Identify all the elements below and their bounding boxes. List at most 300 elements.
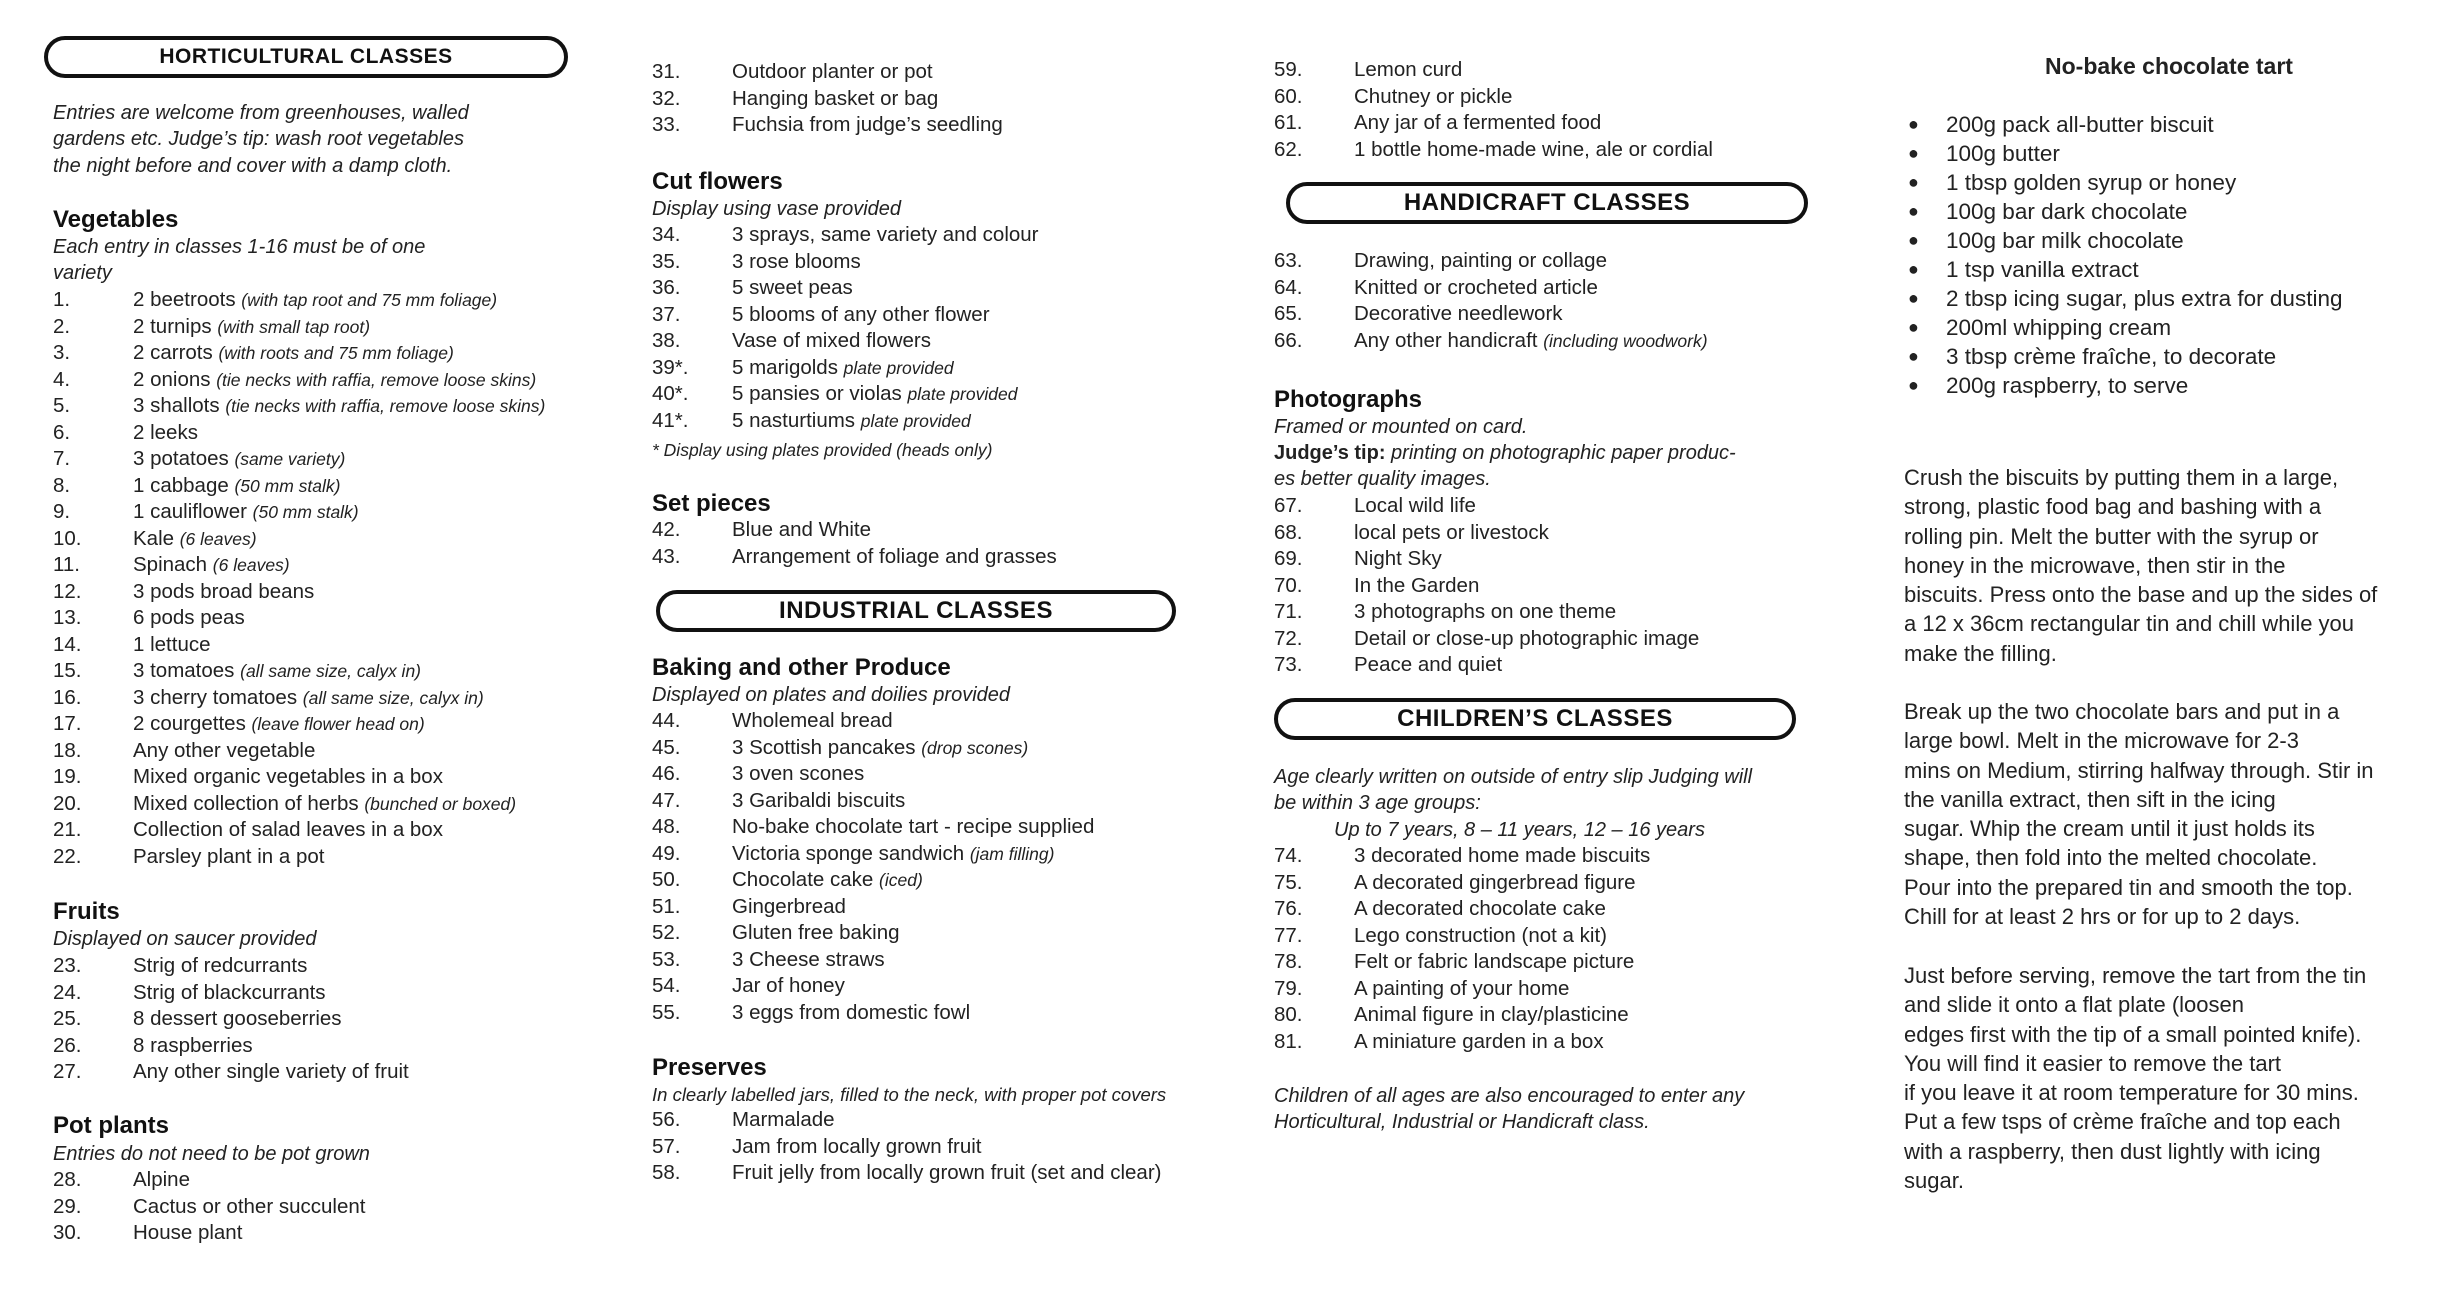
item-number: 15.	[53, 659, 82, 682]
item-text-row	[133, 844, 324, 871]
children-footer	[1274, 1083, 1744, 1136]
item-text: Parsley plant in a pot	[133, 844, 325, 868]
method-line: Just before serving, remove the tart from the tin	[1904, 963, 2367, 988]
ingredient-text: 2 tbsp icing sugar, plus extra for dusting	[1946, 286, 2343, 311]
item-text-row	[133, 1033, 253, 1060]
item-note: plate provided	[843, 357, 954, 378]
item-note: (including woodwork)	[1543, 330, 1708, 351]
item-number: 78.	[1274, 950, 1303, 973]
item-text: 1 cabbage	[133, 473, 229, 497]
item-text-row	[133, 1059, 409, 1086]
vegetables-intro	[53, 234, 425, 287]
item-text-row	[732, 275, 853, 302]
item-text: 3 Garibaldi biscuits	[732, 788, 906, 812]
item-number: 12.	[53, 579, 82, 603]
item-text: Gingerbread	[732, 894, 846, 918]
intro-line: Each entry in classes 1-16 must be of one	[53, 236, 426, 258]
item-text-row	[732, 920, 900, 947]
item-text: 3 eggs from domestic fowl	[732, 1000, 971, 1024]
method-line: sugar.	[1904, 1168, 1964, 1194]
item-text-row	[1354, 949, 1634, 976]
item-text: Victoria sponge sandwich	[732, 841, 965, 865]
item-text-row	[1354, 328, 1708, 355]
ingredient-text: 100g butter	[1946, 141, 2060, 166]
item-text-row	[732, 517, 871, 544]
item-number: 3.	[53, 341, 71, 364]
cut-flowers-intro: Display using vase provided	[652, 198, 902, 220]
item-text: Hanging basket or bag	[732, 86, 939, 110]
item-number: 4.	[53, 367, 71, 391]
item-note: (drop scones)	[921, 737, 1029, 758]
item-text-row	[133, 711, 425, 738]
item-number: 64.	[1274, 275, 1303, 299]
item-text: Any jar of a fermented food	[1354, 111, 1602, 134]
item-text-row	[133, 420, 198, 447]
item-number: 71.	[1274, 600, 1303, 623]
item-text-row	[133, 526, 257, 553]
item-number: 53.	[652, 947, 681, 971]
item-text: Kale	[133, 526, 175, 550]
item-text: Jam from locally grown fruit	[732, 1134, 982, 1158]
item-number: 76.	[1274, 897, 1303, 920]
item-text: 3 Scottish pancakes	[732, 735, 916, 759]
item-text: A miniature garden in a box	[1354, 1029, 1604, 1053]
item-text: Animal figure in clay/plasticine	[1354, 1003, 1629, 1026]
pot-plants-intro: Entries do not need to be pot grown	[53, 1143, 370, 1165]
item-text: 5 nasturtiums	[732, 408, 856, 432]
method-line: large bowl. Melt in the microwave for 2-3	[1904, 728, 2299, 754]
footer-line: Horticultural, Industrial or Handicraft class.	[1274, 1111, 1650, 1134]
tip-label: Judge’s tip:	[1274, 442, 1386, 464]
item-text: Local wild life	[1354, 494, 1476, 517]
bullet-icon: ●	[1908, 230, 1919, 250]
preserves-heading: Preserves	[652, 1054, 767, 1081]
item-text: Blue and White	[732, 518, 872, 541]
item-number: 21.	[53, 818, 82, 841]
item-number: 77.	[1274, 923, 1303, 947]
item-text-row	[732, 544, 1057, 571]
ingredient-text: 100g bar milk chocolate	[1946, 228, 2184, 253]
method-line: Chill for at least 2 hrs or for up to 2 days.	[1904, 904, 2301, 930]
item-text: A decorated chocolate cake	[1354, 897, 1606, 920]
ingredient-text: 200ml whipping cream	[1946, 315, 2172, 340]
method-line: and slide it onto a flat plate (loosen	[1904, 992, 2245, 1018]
item-number: 59.	[1274, 58, 1303, 81]
item-number: 47.	[652, 788, 681, 812]
item-text: 2 carrots	[133, 341, 213, 364]
item-number: 28.	[53, 1168, 82, 1191]
item-number: 52.	[652, 921, 681, 944]
item-text: Jar of honey	[732, 974, 845, 997]
cut-flowers-heading: Cut flowers	[652, 168, 783, 195]
item-number: 68.	[1274, 520, 1303, 544]
item-text: Any other handicraft	[1354, 328, 1538, 352]
item-text-row	[133, 367, 536, 394]
item-number: 35.	[652, 249, 681, 273]
item-text-row	[133, 605, 245, 632]
item-text: Gluten free baking	[732, 921, 900, 944]
method-line: honey in the microwave, then stir in the	[1904, 552, 2286, 578]
item-text: 5 sweet peas	[732, 276, 853, 299]
item-number: 46.	[652, 762, 681, 785]
item-text-row	[1354, 110, 1601, 137]
item-text: 3 tomatoes	[133, 659, 235, 682]
item-text: 1 lettuce	[133, 632, 211, 656]
photographs-intro: Framed or mounted on card.	[1274, 416, 1528, 438]
item-text-row	[1354, 84, 1512, 111]
item-text-row	[732, 249, 861, 276]
method-step-3	[1904, 961, 2434, 1195]
method-line: You will find it easier to remove the tart	[1904, 1050, 2282, 1076]
item-text: 2 turnips	[133, 314, 212, 338]
fruits-heading: Fruits	[53, 898, 120, 925]
method-line: shape, then fold into the melted chocolate.	[1904, 845, 2318, 871]
item-number: 54.	[652, 974, 681, 997]
item-text-row	[133, 340, 454, 367]
item-text: Chutney or pickle	[1354, 84, 1513, 108]
item-number: 23.	[53, 954, 82, 977]
item-text-row	[1354, 896, 1606, 923]
item-note: (50 mm stalk)	[252, 502, 359, 522]
item-text-row	[1354, 520, 1549, 547]
photographs-heading: Photographs	[1274, 386, 1422, 413]
item-text: 3 cherry tomatoes	[133, 685, 298, 709]
item-number: 14.	[53, 632, 82, 656]
item-number: 72.	[1274, 626, 1303, 650]
item-number: 25.	[53, 1007, 82, 1030]
item-text-row	[732, 814, 1094, 841]
item-text: Cactus or other succulent	[133, 1194, 366, 1218]
item-text: Fruit jelly from locally grown fruit (set and clear)	[732, 1161, 1162, 1184]
ingredient-item	[1908, 313, 2342, 342]
item-text-row	[732, 894, 846, 921]
bullet-icon: ●	[1908, 143, 1919, 163]
item-number: 43.	[652, 544, 681, 568]
item-text: Strig of blackcurrants	[133, 980, 326, 1004]
item-number: 37.	[652, 302, 681, 326]
item-text-row	[133, 552, 290, 579]
item-number: 62.	[1274, 137, 1303, 161]
method-line: a 12 x 36cm rectangular tin and chill while you	[1904, 611, 2355, 637]
item-text: 2 leeks	[133, 420, 198, 444]
item-text: No-bake chocolate tart - recipe supplied	[732, 815, 1095, 838]
item-text-row	[732, 841, 1054, 868]
method-line: mins on Medium, stirring halfway through. Stir in	[1904, 757, 2374, 783]
bullet-icon: ●	[1908, 201, 1919, 221]
ingredient-text: 1 tbsp golden syrup or honey	[1946, 170, 2237, 195]
item-number: 22.	[53, 844, 82, 868]
method-line: Put a few tsps of crème fraîche and top each	[1904, 1109, 2341, 1135]
item-number: 49.	[652, 841, 681, 865]
method-line: Crush the biscuits by putting them in a large,	[1904, 465, 2339, 490]
item-text-row	[1354, 923, 1607, 950]
item-text-row	[732, 973, 845, 1000]
item-text-row	[133, 817, 443, 844]
item-number: 41*.	[652, 408, 689, 432]
photographs-tip	[1274, 440, 1736, 493]
item-text: Felt or fabric landscape picture	[1354, 950, 1635, 973]
item-text-row	[732, 59, 933, 86]
item-text: 1 bottle home-made wine, ale or cordial	[1354, 137, 1713, 161]
intro-line: be within 3 age groups:	[1274, 792, 1481, 815]
item-text-row	[1354, 870, 1636, 897]
intro-line: Age clearly written on outside of entry slip Judging will	[1274, 766, 1753, 788]
item-number: 31.	[652, 60, 681, 83]
item-number: 39*.	[652, 355, 689, 379]
intro-line: the night before and cover with a damp cloth.	[53, 154, 453, 177]
item-text: Spinach	[133, 553, 208, 576]
item-text: Chocolate cake	[732, 868, 874, 891]
item-text: Knitted or crocheted article	[1354, 275, 1598, 299]
item-text: 5 pansies or violas	[732, 382, 902, 405]
item-text-row	[133, 579, 314, 606]
handicraft-classes-banner: HANDICRAFT CLASSES	[1286, 182, 1808, 224]
item-number: 34.	[652, 223, 681, 246]
item-number: 38.	[652, 329, 681, 352]
item-number: 48.	[652, 815, 681, 838]
item-text: In the Garden	[1354, 573, 1480, 597]
method-line: strong, plastic food bag and bashing with a	[1904, 494, 2322, 520]
item-text: Lego construction (not a kit)	[1354, 923, 1607, 947]
item-text-row	[732, 1107, 835, 1134]
item-text: 3 oven scones	[732, 762, 865, 785]
item-text-row	[732, 708, 893, 735]
item-text-row	[133, 764, 443, 791]
ingredient-text: 200g raspberry, to serve	[1946, 373, 2189, 398]
item-note: (with small tap root)	[217, 316, 371, 337]
item-text: 6 pods peas	[133, 606, 245, 629]
item-text-row	[133, 287, 497, 314]
item-number: 19.	[53, 765, 82, 788]
item-number: 45.	[652, 735, 681, 759]
vegetables-heading: Vegetables	[53, 206, 179, 233]
item-text: Drawing, painting or collage	[1354, 249, 1607, 272]
item-number: 81.	[1274, 1029, 1303, 1053]
item-text: Fuchsia from judge’s seedling	[732, 113, 1003, 136]
item-number: 79.	[1274, 976, 1303, 1000]
ingredient-item	[1908, 226, 2342, 255]
item-text-row	[732, 735, 1028, 762]
item-note: (with tap root and 75 mm foliage)	[241, 290, 498, 310]
ingredient-item	[1908, 255, 2342, 284]
item-text: 3 pods broad beans	[133, 579, 315, 603]
item-number: 80.	[1274, 1003, 1303, 1026]
item-text-row	[732, 302, 990, 329]
item-number: 24.	[53, 980, 82, 1004]
tip-text: printing on photographic paper produc-	[1385, 442, 1736, 464]
item-text-row	[1354, 652, 1502, 679]
item-text-row	[133, 738, 315, 765]
item-note: plate provided	[860, 410, 971, 431]
item-text-row	[732, 222, 1039, 249]
item-number: 8.	[53, 473, 71, 497]
item-text-row	[732, 761, 864, 788]
intro-line: gardens etc. Judge’s tip: wash root vegetables	[53, 128, 464, 151]
item-text: Alpine	[133, 1168, 190, 1191]
item-note: (with roots and 75 mm foliage)	[218, 343, 454, 363]
item-note: (bunched or boxed)	[364, 793, 517, 814]
preserves-intro: In clearly labelled jars, filled to the neck, with proper pot covers	[652, 1084, 1167, 1105]
baking-heading: Baking and other Produce	[652, 654, 951, 681]
item-note: (6 leaves)	[179, 528, 257, 549]
item-text: 2 beetroots	[133, 288, 236, 311]
ingredient-item	[1908, 197, 2342, 226]
item-number: 18.	[53, 738, 82, 762]
method-line: edges first with the tip of a small pointed knife).	[1904, 1021, 2362, 1047]
item-number: 1.	[53, 288, 71, 311]
item-text-row	[1354, 976, 1569, 1003]
item-text-row	[732, 408, 971, 435]
horticultural-intro	[53, 100, 469, 179]
item-text: Vase of mixed flowers	[732, 329, 932, 352]
item-text-row	[1354, 1029, 1604, 1056]
bullet-icon: ●	[1908, 114, 1919, 134]
item-text-row	[133, 1167, 190, 1194]
item-text-row	[133, 314, 370, 341]
item-note: (50 mm stalk)	[234, 475, 341, 496]
item-text: A decorated gingerbread figure	[1354, 870, 1636, 894]
item-text-row	[133, 980, 326, 1007]
item-text-row	[133, 1220, 242, 1247]
item-text: Collection of salad leaves in a box	[133, 818, 443, 841]
item-text: House plant	[133, 1221, 243, 1244]
item-number: 63.	[1274, 249, 1303, 272]
item-number: 10.	[53, 526, 82, 550]
ingredient-item	[1908, 168, 2342, 197]
ingredient-item	[1908, 371, 2342, 400]
item-number: 20.	[53, 791, 82, 815]
item-text-row	[732, 947, 885, 974]
item-number: 50.	[652, 868, 681, 891]
item-text: Detail or close-up photographic image	[1354, 626, 1700, 650]
item-number: 16.	[53, 685, 82, 709]
children-age-groups: Up to 7 years, 8 – 11 years, 12 – 16 years	[1334, 819, 1705, 841]
item-text: Marmalade	[732, 1108, 835, 1131]
item-text-row	[1354, 493, 1476, 520]
item-number: 29.	[53, 1194, 82, 1218]
intro-line: Entries are welcome from greenhouses, walled	[53, 102, 469, 124]
item-text: 2 courgettes	[133, 712, 246, 735]
item-note: (tie necks with raffia, remove loose skins)	[225, 396, 546, 416]
item-text-row	[133, 499, 359, 526]
item-note: (all same size, calyx in)	[302, 687, 484, 708]
item-text: Any other single variety of fruit	[133, 1060, 409, 1083]
item-text-row	[732, 867, 923, 894]
item-text: Wholemeal bread	[732, 709, 893, 732]
childrens-classes-banner: CHILDREN’S CLASSES	[1274, 698, 1796, 740]
ingredient-text: 200g pack all-butter biscuit	[1946, 112, 2214, 137]
item-text: 3 potatoes	[133, 447, 229, 470]
item-text: 5 marigolds	[732, 355, 838, 379]
item-text-row	[1354, 843, 1650, 870]
set-pieces-heading: Set pieces	[652, 490, 771, 517]
item-number: 65.	[1274, 302, 1303, 325]
fruits-intro: Displayed on saucer provided	[53, 928, 317, 950]
item-text-row	[732, 1000, 970, 1027]
bullet-icon: ●	[1908, 317, 1919, 337]
pot-plants-heading: Pot plants	[53, 1112, 170, 1139]
ingredient-item	[1908, 342, 2342, 371]
method-line: biscuits. Press onto the base and up the sides of	[1904, 582, 2378, 608]
ingredient-text: 100g bar dark chocolate	[1946, 199, 2188, 224]
method-line: sugar. Whip the cream until it just holds its	[1904, 816, 2315, 842]
item-number: 40*.	[652, 382, 689, 405]
item-text-row	[732, 1134, 981, 1161]
item-number: 27.	[53, 1060, 82, 1083]
item-text: 3 photographs on one theme	[1354, 600, 1617, 623]
baking-intro: Displayed on plates and doilies provided	[652, 684, 1011, 706]
item-text: Arrangement of foliage and grasses	[732, 544, 1057, 568]
item-text-row	[133, 1006, 342, 1033]
item-note: (jam filling)	[969, 843, 1055, 864]
item-number: 6.	[53, 420, 71, 444]
item-text-row	[1354, 248, 1607, 275]
item-note: (6 leaves)	[212, 555, 290, 575]
item-text-row	[133, 446, 345, 473]
item-number: 60.	[1274, 84, 1303, 108]
item-text: Night Sky	[1354, 547, 1442, 570]
industrial-classes-banner: INDUSTRIAL CLASSES	[656, 590, 1176, 632]
item-note: (all same size, calyx in)	[240, 661, 422, 681]
item-number: 32.	[652, 86, 681, 110]
item-text-row	[732, 1160, 1162, 1187]
item-number: 69.	[1274, 547, 1303, 570]
item-number: 7.	[53, 447, 71, 470]
item-number: 70.	[1274, 573, 1303, 597]
item-text: 3 shallots	[133, 394, 220, 417]
item-text-row	[1354, 301, 1563, 328]
item-text-row	[1354, 1002, 1629, 1029]
item-note: plate provided	[907, 384, 1018, 404]
item-text: Mixed organic vegetables in a box	[133, 765, 443, 788]
ingredient-text: 1 tsp vanilla extract	[1946, 257, 2139, 282]
item-text: local pets or livestock	[1354, 520, 1549, 544]
recipe-title: No-bake chocolate tart	[2045, 53, 2293, 79]
method-step-2	[1904, 697, 2434, 931]
item-text-row	[133, 953, 307, 980]
intro-line: variety	[53, 262, 112, 285]
item-number: 2.	[53, 314, 71, 338]
item-number: 5.	[53, 394, 71, 417]
item-text-row	[732, 328, 931, 355]
item-number: 73.	[1274, 653, 1303, 676]
item-number: 42.	[652, 518, 681, 541]
item-text-row	[1354, 573, 1479, 600]
item-text-row	[1354, 546, 1442, 573]
bullet-icon: ●	[1908, 288, 1919, 308]
item-number: 56.	[652, 1108, 681, 1131]
item-text-row	[1354, 57, 1462, 84]
item-number: 36.	[652, 276, 681, 299]
item-text-row	[133, 393, 545, 420]
method-line: Break up the two chocolate bars and put in a	[1904, 699, 2340, 724]
item-number: 61.	[1274, 111, 1303, 134]
horticultural-classes-banner: HORTICULTURAL CLASSES	[44, 36, 568, 78]
item-number: 30.	[53, 1221, 82, 1244]
item-text: Lemon curd	[1354, 58, 1463, 81]
item-text: 3 Cheese straws	[732, 947, 885, 971]
item-note: (iced)	[879, 870, 923, 890]
item-number: 44.	[652, 709, 681, 732]
item-note: (tie necks with raffia, remove loose skins)	[216, 369, 537, 390]
item-text: 3 sprays, same variety and colour	[732, 223, 1039, 246]
item-text-row	[732, 112, 1003, 139]
item-number: 9.	[53, 500, 71, 523]
bullet-icon: ●	[1908, 259, 1919, 279]
item-text-row	[1354, 137, 1713, 164]
item-text: A painting of your home	[1354, 976, 1570, 1000]
item-number: 17.	[53, 712, 82, 735]
